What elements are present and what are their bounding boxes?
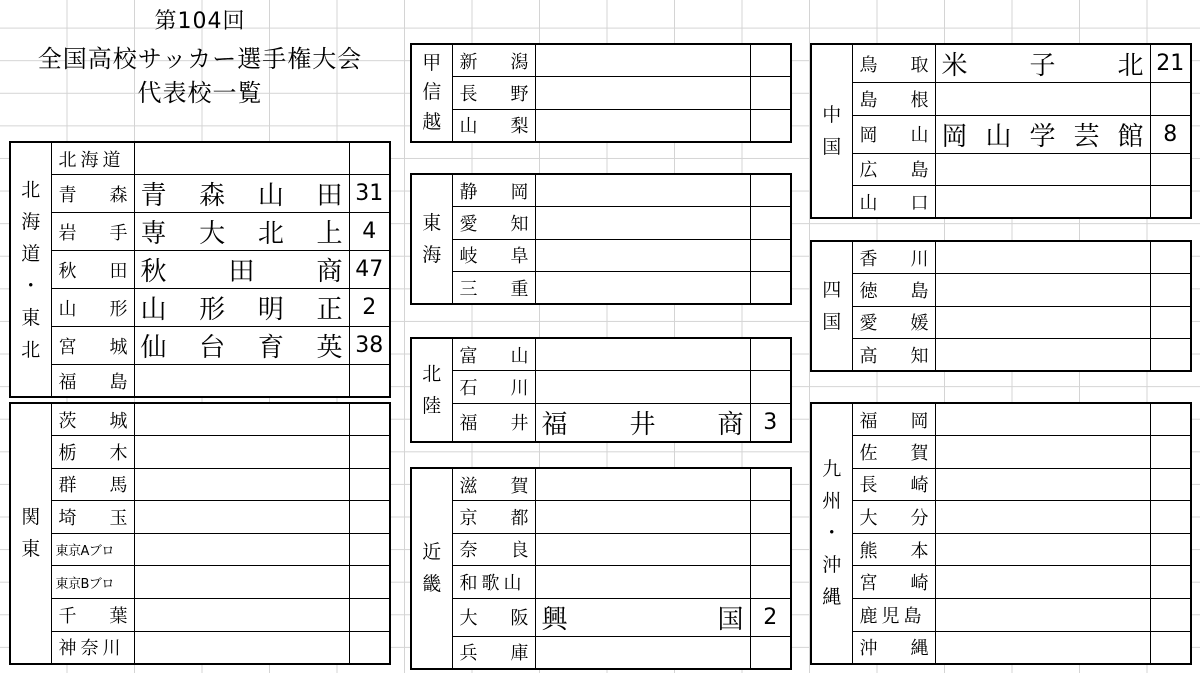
- prefecture-cell[interactable]: 秋田: [51, 251, 134, 289]
- school-cell[interactable]: [134, 436, 349, 469]
- school-cell[interactable]: [535, 371, 750, 404]
- table-row: [411, 468, 791, 501]
- region-name-char: ・: [21, 274, 41, 297]
- appearance-count-cell[interactable]: [1150, 306, 1191, 339]
- region-name-char: 沖: [822, 554, 842, 577]
- region-name-cell[interactable]: [411, 338, 452, 442]
- prefecture-cell[interactable]: 大分: [852, 501, 935, 534]
- region-name-char: 国: [822, 136, 842, 159]
- region-name-char: 関: [21, 506, 41, 529]
- table-row: [811, 115, 1191, 153]
- school-cell[interactable]: [134, 468, 349, 501]
- region-name-cell[interactable]: [411, 468, 452, 669]
- school-cell[interactable]: [134, 566, 349, 599]
- region-table-chugoku: [810, 43, 1192, 219]
- region-name-cell[interactable]: [411, 174, 452, 304]
- table-row: [411, 501, 791, 534]
- school-cell[interactable]: 米子北: [935, 44, 1150, 83]
- table-row: [411, 566, 791, 599]
- region-table-shikoku: [810, 240, 1192, 372]
- prefecture-cell[interactable]: 沖縄: [852, 631, 935, 664]
- appearance-count-cell[interactable]: [349, 501, 390, 534]
- appearance-count-cell[interactable]: [1150, 153, 1191, 186]
- school-cell[interactable]: 青森山田: [134, 175, 349, 213]
- table-row: [811, 436, 1191, 469]
- prefecture-cell[interactable]: 東京Aブロ: [51, 533, 134, 566]
- appearance-count-cell[interactable]: [750, 239, 791, 272]
- region-name-char: 北: [422, 362, 442, 385]
- appearance-count-cell[interactable]: [1150, 403, 1191, 436]
- prefecture-cell[interactable]: 愛知: [452, 207, 535, 240]
- school-cell[interactable]: [935, 274, 1150, 307]
- region-name-char: ・: [822, 522, 842, 545]
- region-name-char: 州: [822, 490, 842, 513]
- school-cell[interactable]: [535, 272, 750, 305]
- region-table-koshinetsu: [410, 43, 792, 143]
- table-row: [10, 365, 390, 398]
- table-row: [411, 338, 791, 371]
- table-row: [811, 306, 1191, 339]
- region-name-char: 東: [21, 306, 41, 329]
- table-row: [411, 207, 791, 240]
- appearance-count-cell[interactable]: [1150, 186, 1191, 219]
- region-name-char: 畿: [422, 573, 442, 596]
- prefecture-cell[interactable]: 宮城: [51, 327, 134, 365]
- table-row: [811, 501, 1191, 534]
- table-row: [10, 142, 390, 175]
- region-table-kyushu-okinawa: [810, 402, 1192, 665]
- appearance-count-cell[interactable]: [1150, 631, 1191, 664]
- region-name-char: 北: [21, 338, 41, 361]
- region-name-char: 東: [422, 212, 442, 235]
- prefecture-cell[interactable]: 熊本: [852, 533, 935, 566]
- prefecture-cell[interactable]: 福井: [452, 403, 535, 442]
- school-cell[interactable]: 興国: [535, 598, 750, 636]
- school-cell[interactable]: [935, 403, 1150, 436]
- table-row: [811, 241, 1191, 274]
- prefecture-cell[interactable]: 群馬: [51, 468, 134, 501]
- appearance-count-cell[interactable]: [349, 566, 390, 599]
- prefecture-cell[interactable]: 兵庫: [452, 636, 535, 669]
- prefecture-cell[interactable]: 青森: [51, 175, 134, 213]
- school-cell[interactable]: [134, 142, 349, 175]
- school-cell[interactable]: [134, 365, 349, 398]
- table-row: [811, 83, 1191, 116]
- table-row: [10, 533, 390, 566]
- school-cell[interactable]: [935, 501, 1150, 534]
- table-row: [10, 566, 390, 599]
- table-row: [10, 403, 390, 436]
- table-row: [10, 213, 390, 251]
- appearance-count-cell[interactable]: [750, 468, 791, 501]
- table-row: [411, 109, 791, 142]
- prefecture-cell[interactable]: 長崎: [852, 468, 935, 501]
- appearance-count-cell[interactable]: 2: [750, 598, 791, 636]
- school-cell[interactable]: 専大北上: [134, 213, 349, 251]
- table-row: [10, 251, 390, 289]
- school-cell[interactable]: [535, 109, 750, 142]
- sheet-title-line3: 代表校一覧: [137, 79, 263, 107]
- school-cell[interactable]: [535, 566, 750, 599]
- school-cell[interactable]: [134, 501, 349, 534]
- school-cell[interactable]: [935, 153, 1150, 186]
- region-name-cell[interactable]: [811, 403, 852, 664]
- prefecture-cell[interactable]: 滋賀: [452, 468, 535, 501]
- prefecture-cell[interactable]: 山形: [51, 289, 134, 327]
- appearance-count-cell[interactable]: [1150, 339, 1191, 372]
- prefecture-cell[interactable]: 香川: [852, 241, 935, 274]
- region-name-char: 越: [422, 110, 442, 133]
- school-cell[interactable]: [535, 533, 750, 566]
- region-name-char: 中: [822, 104, 842, 127]
- region-name-char: 甲: [422, 51, 442, 74]
- table-row: [10, 327, 390, 365]
- school-cell[interactable]: [935, 631, 1150, 664]
- school-cell[interactable]: [935, 186, 1150, 219]
- prefecture-cell[interactable]: 愛媛: [852, 306, 935, 339]
- table-row: [411, 371, 791, 404]
- region-name-cell[interactable]: [10, 403, 51, 664]
- table-row: [811, 631, 1191, 664]
- region-name-char: 海: [422, 244, 442, 267]
- table-row: [10, 599, 390, 632]
- appearance-count-cell[interactable]: 38: [349, 327, 390, 365]
- prefecture-cell[interactable]: 島根: [852, 83, 935, 116]
- prefecture-cell[interactable]: 宮崎: [852, 566, 935, 599]
- prefecture-cell[interactable]: 新潟: [452, 44, 535, 77]
- table-row: [811, 274, 1191, 307]
- prefecture-cell[interactable]: 大阪: [452, 598, 535, 636]
- appearance-count-cell[interactable]: [349, 142, 390, 175]
- region-table-tokai: [410, 173, 792, 305]
- school-cell[interactable]: [935, 241, 1150, 274]
- appearance-count-cell[interactable]: [750, 501, 791, 534]
- school-cell[interactable]: [935, 599, 1150, 632]
- appearance-count-cell[interactable]: [750, 44, 791, 77]
- school-cell[interactable]: [134, 599, 349, 632]
- table-row: [811, 566, 1191, 599]
- appearance-count-cell[interactable]: [750, 566, 791, 599]
- appearance-count-cell[interactable]: 2: [349, 289, 390, 327]
- table-row: [10, 501, 390, 534]
- prefecture-cell[interactable]: 和歌山: [452, 566, 535, 599]
- appearance-count-cell[interactable]: [1150, 274, 1191, 307]
- appearance-count-cell[interactable]: [750, 109, 791, 142]
- region-name-char: 道: [21, 242, 41, 265]
- school-cell[interactable]: 山形明正: [134, 289, 349, 327]
- school-cell[interactable]: [935, 468, 1150, 501]
- appearance-count-cell[interactable]: 31: [349, 175, 390, 213]
- prefecture-cell[interactable]: 北海道: [51, 142, 134, 175]
- region-name-char: 四: [822, 279, 842, 302]
- table-row: [411, 174, 791, 207]
- region-name-char: 東: [21, 538, 41, 561]
- appearance-count-cell[interactable]: [1150, 501, 1191, 534]
- prefecture-cell[interactable]: 東京Bブロ: [51, 566, 134, 599]
- appearance-count-cell[interactable]: [349, 468, 390, 501]
- appearance-count-cell[interactable]: [349, 533, 390, 566]
- appearance-count-cell[interactable]: [349, 599, 390, 632]
- appearance-count-cell[interactable]: 3: [750, 403, 791, 442]
- prefecture-cell[interactable]: 広島: [852, 153, 935, 186]
- prefecture-cell[interactable]: 埼玉: [51, 501, 134, 534]
- appearance-count-cell[interactable]: [1150, 436, 1191, 469]
- prefecture-cell[interactable]: 石川: [452, 371, 535, 404]
- school-cell[interactable]: [535, 174, 750, 207]
- table-row: [811, 533, 1191, 566]
- school-cell[interactable]: [935, 566, 1150, 599]
- school-cell[interactable]: 岡山学芸館: [935, 115, 1150, 153]
- appearance-count-cell[interactable]: 47: [349, 251, 390, 289]
- appearance-count-cell[interactable]: [349, 403, 390, 436]
- table-row: [411, 598, 791, 636]
- school-cell[interactable]: [935, 436, 1150, 469]
- school-cell[interactable]: [535, 77, 750, 110]
- appearance-count-cell[interactable]: 8: [1150, 115, 1191, 153]
- prefecture-cell[interactable]: 鹿児島: [852, 599, 935, 632]
- prefecture-cell[interactable]: 三重: [452, 272, 535, 305]
- appearance-count-cell[interactable]: [750, 533, 791, 566]
- region-name-cell[interactable]: [10, 142, 51, 397]
- region-name-char: 海: [21, 210, 41, 233]
- table-row: [811, 468, 1191, 501]
- region-name-char: 陸: [422, 394, 442, 417]
- prefecture-cell[interactable]: 京都: [452, 501, 535, 534]
- region-name-cell[interactable]: [811, 44, 852, 218]
- table-row: [811, 403, 1191, 436]
- school-cell[interactable]: [935, 83, 1150, 116]
- table-row: [10, 289, 390, 327]
- prefecture-cell[interactable]: 福島: [51, 365, 134, 398]
- table-row: [811, 44, 1191, 83]
- school-cell[interactable]: [535, 338, 750, 371]
- region-name-char: 近: [422, 541, 442, 564]
- table-row: [10, 631, 390, 664]
- prefecture-cell[interactable]: 岐阜: [452, 239, 535, 272]
- sheet-title-line1: 第104回: [154, 9, 246, 34]
- prefecture-cell[interactable]: 富山: [452, 338, 535, 371]
- school-cell[interactable]: 仙台育英: [134, 327, 349, 365]
- table-row: [811, 339, 1191, 372]
- appearance-count-cell[interactable]: [1150, 533, 1191, 566]
- appearance-count-cell[interactable]: [750, 272, 791, 305]
- prefecture-cell[interactable]: 千葉: [51, 599, 134, 632]
- prefecture-cell[interactable]: 徳島: [852, 274, 935, 307]
- table-row: [10, 175, 390, 213]
- region-name-cell[interactable]: [811, 241, 852, 371]
- school-cell[interactable]: [535, 501, 750, 534]
- table-row: [411, 77, 791, 110]
- table-row: [811, 599, 1191, 632]
- table-row: [411, 272, 791, 305]
- appearance-count-cell[interactable]: [1150, 83, 1191, 116]
- prefecture-cell[interactable]: 山梨: [452, 109, 535, 142]
- appearance-count-cell[interactable]: [1150, 468, 1191, 501]
- prefecture-cell[interactable]: 岡山: [852, 115, 935, 153]
- prefecture-cell[interactable]: 佐賀: [852, 436, 935, 469]
- table-row: [10, 468, 390, 501]
- region-table-kinki: [410, 467, 792, 670]
- region-name-char: 北: [21, 178, 41, 201]
- region-name-cell[interactable]: [411, 44, 452, 142]
- table-row: [411, 44, 791, 77]
- table-row: [811, 186, 1191, 219]
- school-cell[interactable]: 秋田商: [134, 251, 349, 289]
- school-cell[interactable]: [535, 207, 750, 240]
- table-row: [411, 636, 791, 669]
- appearance-count-cell[interactable]: [750, 371, 791, 404]
- region-name-char: 信: [422, 81, 442, 104]
- appearance-count-cell[interactable]: [1150, 599, 1191, 632]
- school-cell[interactable]: [535, 239, 750, 272]
- school-cell[interactable]: [535, 44, 750, 77]
- prefecture-cell[interactable]: 福岡: [852, 403, 935, 436]
- appearance-count-cell[interactable]: 4: [349, 213, 390, 251]
- prefecture-cell[interactable]: 奈良: [452, 533, 535, 566]
- prefecture-cell[interactable]: 茨城: [51, 403, 134, 436]
- region-table-hokkaido-tohoku: [9, 141, 391, 398]
- prefecture-cell[interactable]: 栃木: [51, 436, 134, 469]
- sheet-title-line2: 全国高校サッカー選手権大会: [37, 45, 363, 73]
- appearance-count-cell[interactable]: [349, 365, 390, 398]
- prefecture-cell[interactable]: 長野: [452, 77, 535, 110]
- school-cell[interactable]: [935, 339, 1150, 372]
- school-cell[interactable]: 福井商: [535, 403, 750, 442]
- appearance-count-cell[interactable]: [1150, 241, 1191, 274]
- prefecture-cell[interactable]: 静岡: [452, 174, 535, 207]
- appearance-count-cell[interactable]: [750, 77, 791, 110]
- appearance-count-cell[interactable]: [1150, 566, 1191, 599]
- school-cell[interactable]: [134, 631, 349, 664]
- region-table-hokuriku: [410, 337, 792, 443]
- appearance-count-cell[interactable]: [750, 338, 791, 371]
- region-table-kanto: [9, 402, 391, 665]
- table-row: [10, 436, 390, 469]
- appearance-count-cell[interactable]: [750, 174, 791, 207]
- table-row: [411, 239, 791, 272]
- school-cell[interactable]: [935, 533, 1150, 566]
- region-name-char: 縄: [822, 586, 842, 609]
- table-row: [811, 153, 1191, 186]
- appearance-count-cell[interactable]: 21: [1150, 44, 1191, 83]
- appearance-count-cell[interactable]: [750, 636, 791, 669]
- prefecture-cell[interactable]: 高知: [852, 339, 935, 372]
- region-name-char: 九: [822, 458, 842, 481]
- school-cell[interactable]: [535, 468, 750, 501]
- appearance-count-cell[interactable]: [349, 631, 390, 664]
- table-row: [411, 533, 791, 566]
- appearance-count-cell[interactable]: [349, 436, 390, 469]
- prefecture-cell[interactable]: 山口: [852, 186, 935, 219]
- prefecture-cell[interactable]: 岩手: [51, 213, 134, 251]
- school-cell[interactable]: [535, 636, 750, 669]
- school-cell[interactable]: [134, 533, 349, 566]
- school-cell[interactable]: [935, 306, 1150, 339]
- prefecture-cell[interactable]: 鳥取: [852, 44, 935, 83]
- table-row: [411, 403, 791, 442]
- prefecture-cell[interactable]: 神奈川: [51, 631, 134, 664]
- appearance-count-cell[interactable]: [750, 207, 791, 240]
- region-name-char: 国: [822, 311, 842, 334]
- school-cell[interactable]: [134, 403, 349, 436]
